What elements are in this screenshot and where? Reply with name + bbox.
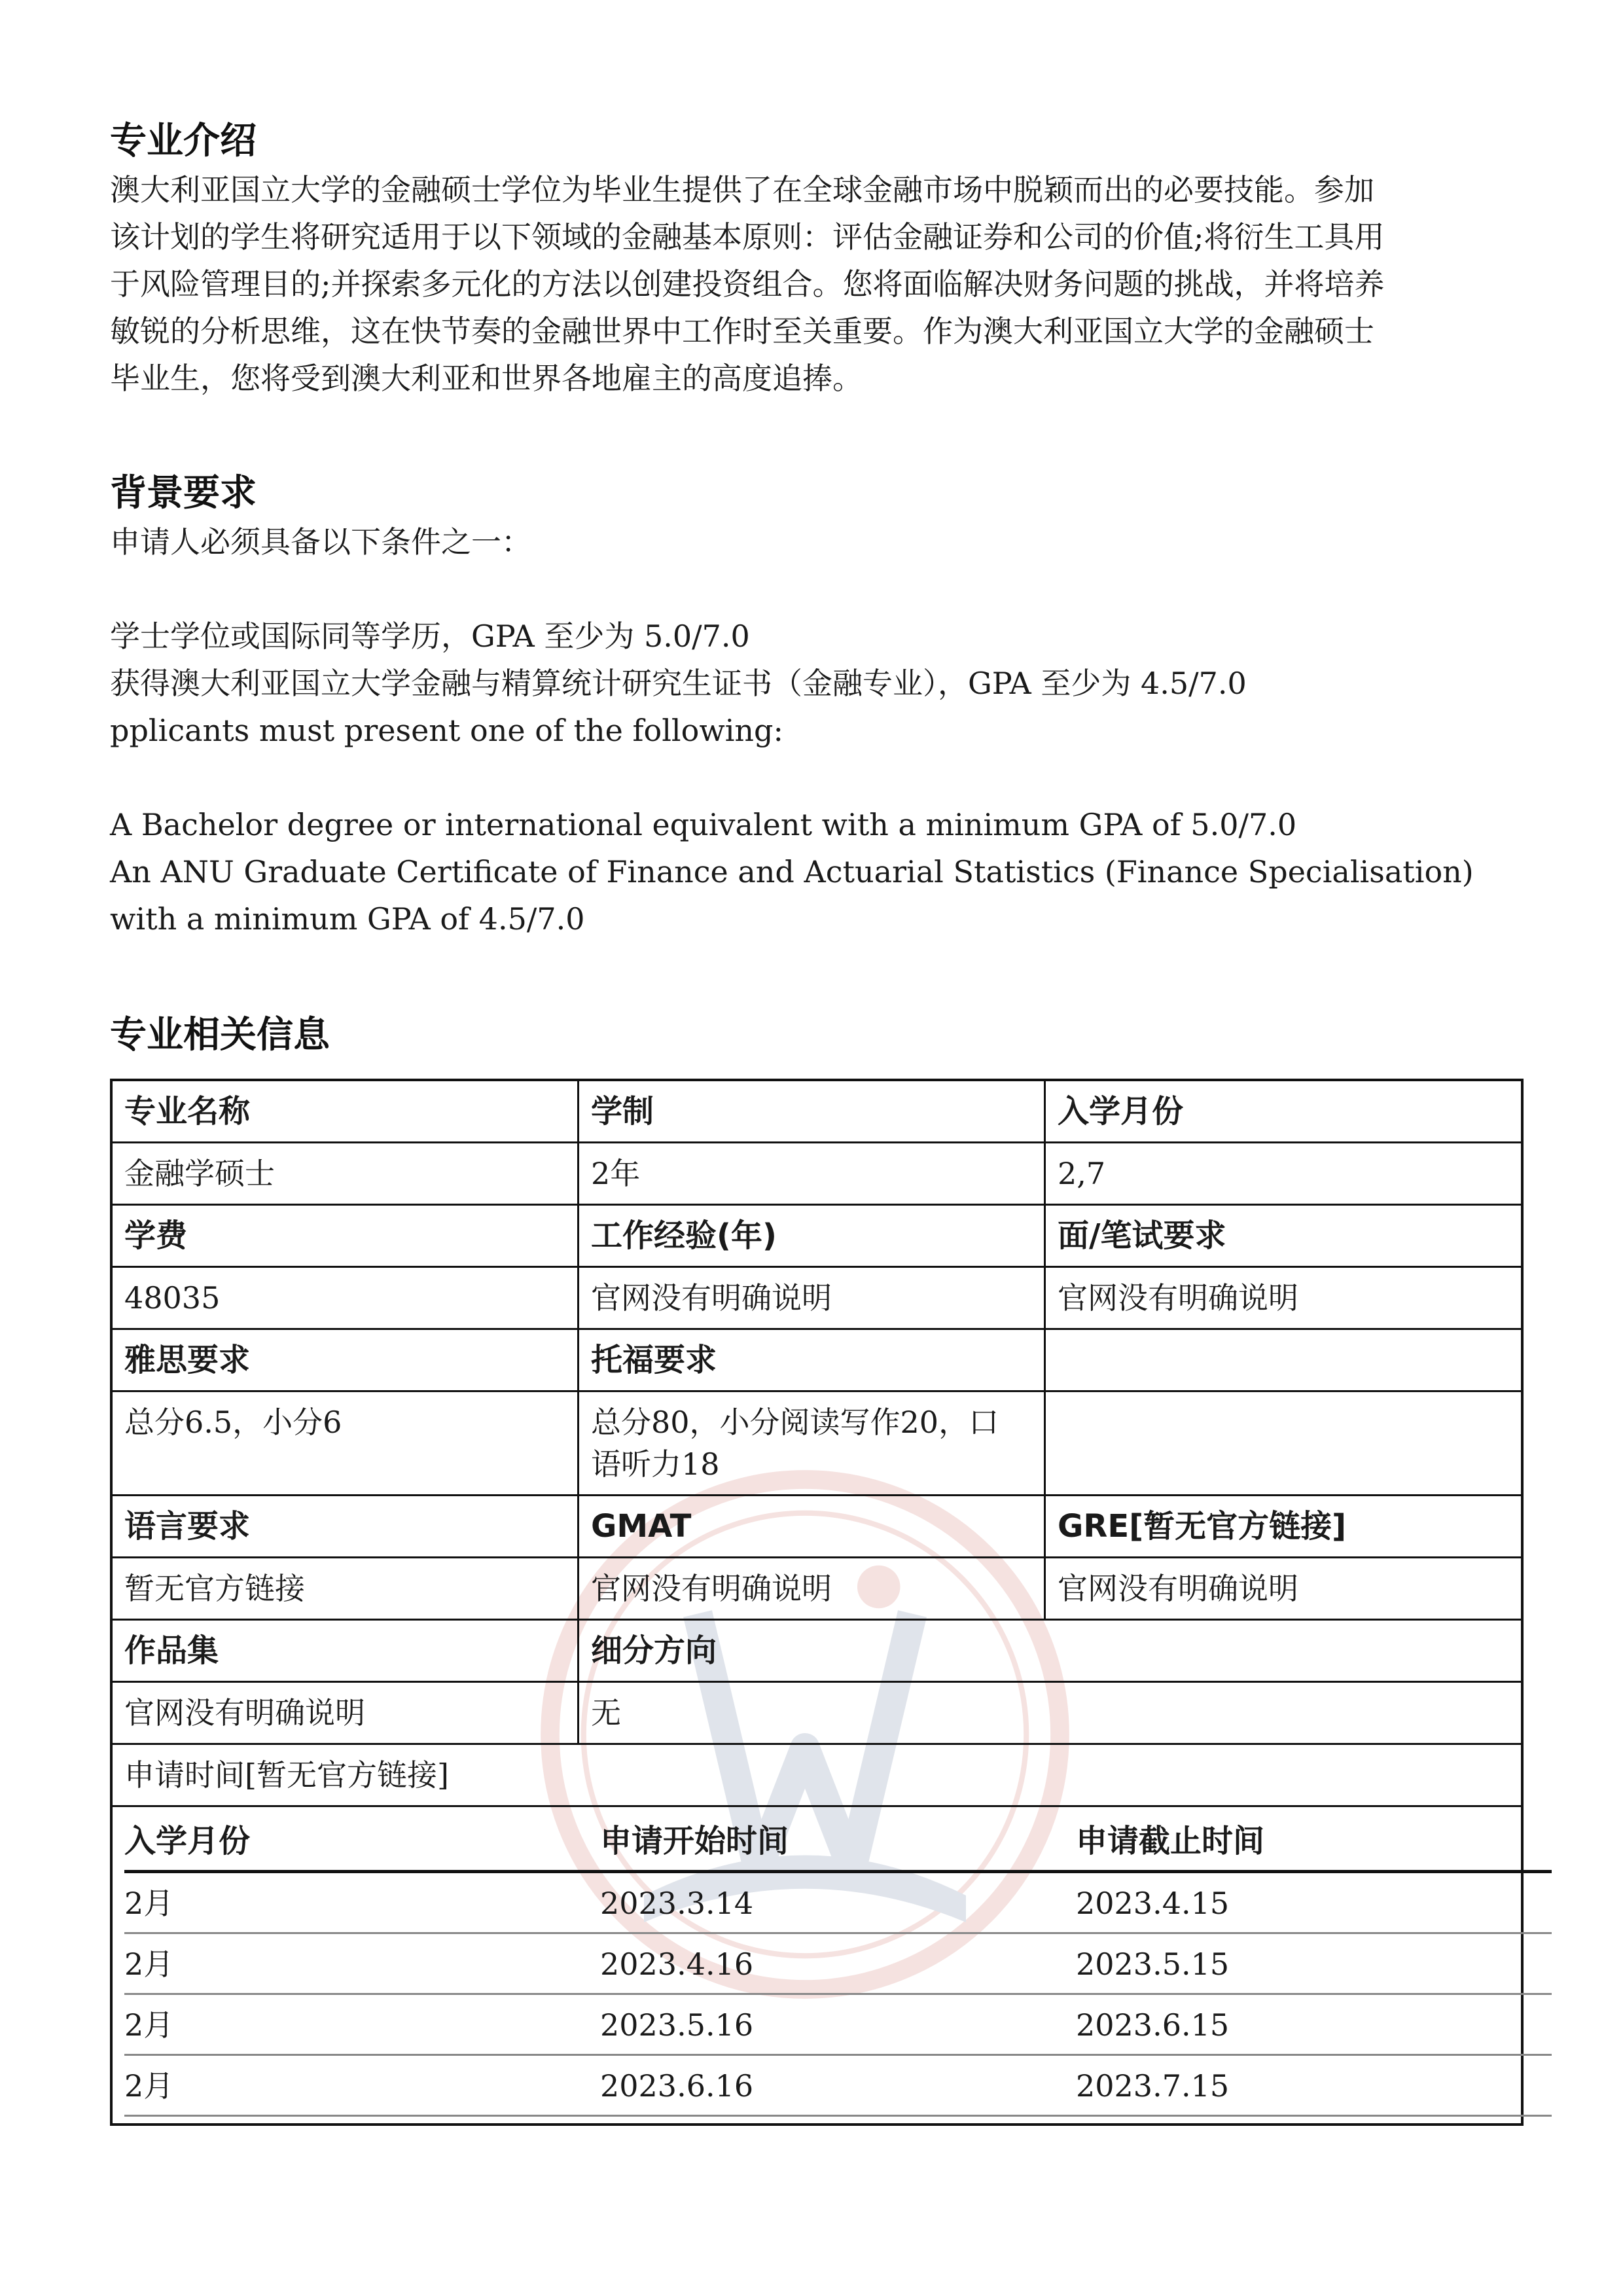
header-duration: 学制 (579, 1081, 1046, 1141)
table-row (113, 1496, 1521, 1558)
value-interview: 官网没有明确说明 (1058, 1280, 1298, 1316)
value-gre: 官网没有明确说明 (1058, 1571, 1298, 1606)
intro-heading: 专业介绍 (110, 120, 257, 162)
table-row (113, 1392, 1521, 1496)
schedule-row-item (124, 1934, 1552, 1995)
header-tuition: 学费 (113, 1206, 579, 1266)
value-specialization: 无 (591, 1695, 621, 1731)
header-language: 语言要求 (113, 1496, 579, 1556)
header-empty (1046, 1330, 1521, 1390)
table-row (113, 1268, 1521, 1330)
value-portfolio: 官网没有明确说明 (113, 1683, 579, 1743)
table-row (113, 1621, 1521, 1683)
header-gre: GRE[暂无官方链接] (1058, 1508, 1347, 1545)
intro-line: 该计划的学生将研究适用于以下领域的金融基本原则：评估金融证券和公司的价值;将衍生工具用 (110, 219, 1385, 255)
header-intake: 入学月份 (1058, 1093, 1184, 1130)
requirement-cn: 学士学位或国际同等学历，GPA 至少为 5.0/7.0 (110, 619, 750, 654)
header-program-name: 专业名称 (113, 1081, 579, 1141)
schedule-intake: 2月 (124, 1886, 174, 1921)
header-specialization: 细分方向 (591, 1632, 717, 1669)
value-empty (1046, 1392, 1521, 1494)
value-intake: 2,7 (1058, 1156, 1106, 1191)
schedule-deadline: 2023.6.15 (1076, 2007, 1230, 2043)
value-work-experience: 官网没有明确说明 (579, 1268, 1046, 1328)
requirement-en: with a minimum GPA of 4.5/7.0 (110, 901, 585, 937)
schedule-start: 2023.4.16 (600, 1946, 754, 1982)
background-heading: 背景要求 (110, 472, 257, 514)
value-toefl-line: 语听力18 (591, 1446, 720, 1482)
background-section (110, 469, 1524, 942)
table-row (113, 1081, 1521, 1143)
table-row (113, 1330, 1521, 1392)
schedule-row (113, 1807, 1521, 2123)
header-portfolio: 作品集 (113, 1621, 579, 1681)
apply-time-label: 申请时间[暂无官方链接] (124, 1757, 449, 1793)
value-duration: 2年 (579, 1143, 1046, 1204)
intro-line: 澳大利亚国立大学的金融硕士学位为毕业生提供了在全球金融市场中脱颖而出的必要技能。参加 (110, 172, 1374, 207)
table-row (113, 1206, 1521, 1268)
schedule-intake: 2月 (124, 1946, 174, 1982)
schedule-header-start: 申请开始时间 (600, 1823, 789, 1859)
value-language: 暂无官方链接 (113, 1558, 579, 1619)
value-tuition: 48035 (113, 1268, 579, 1328)
info-section (110, 1011, 1524, 1060)
schedule-intake: 2月 (124, 2007, 174, 2043)
schedule-start: 2023.3.14 (600, 1886, 754, 1921)
schedule-row-item (124, 1995, 1552, 2056)
header-interview: 面/笔试要求 (1058, 1217, 1226, 1254)
requirement-en: A Bachelor degree or international equivalent with a minimum GPA of 5.0/7.0 (110, 807, 1297, 842)
schedule-intake: 2月 (124, 2068, 174, 2104)
schedule-start: 2023.6.16 (600, 2068, 754, 2104)
schedule-row-item (124, 1873, 1552, 1934)
table-row (113, 1745, 1521, 1807)
application-schedule (113, 1807, 1563, 2123)
intro-section (110, 117, 1524, 402)
table-row (113, 1558, 1521, 1621)
schedule-header (124, 1807, 1552, 1873)
schedule-header-intake: 入学月份 (124, 1823, 251, 1859)
value-program-name: 金融学硕士 (113, 1143, 579, 1204)
info-heading: 专业相关信息 (110, 1014, 330, 1056)
program-info-table (110, 1079, 1524, 2126)
background-intro-cn: 申请人必须具备以下条件之一： (110, 524, 531, 560)
requirement-cn: 获得澳大利亚国立大学金融与精算统计研究生证书（金融专业），GPA 至少为 4.5/7.0 (110, 666, 1247, 701)
table-row (113, 1143, 1521, 1206)
requirement-en: An ANU Graduate Certificate of Finance and Actuarial Statistics (Finance Specialisation) (110, 854, 1474, 889)
value-toefl (579, 1392, 1046, 1494)
intro-line: 敏锐的分析思维，这在快节奏的金融世界中工作时至关重要。作为澳大利亚国立大学的金融硕士 (110, 314, 1374, 349)
background-intro-en: pplicants must present one of the following: (110, 713, 783, 748)
intro-line: 毕业生，您将受到澳大利亚和世界各地雇主的高度追捧。 (110, 361, 863, 396)
header-ielts: 雅思要求 (113, 1330, 579, 1390)
table-row (113, 1683, 1521, 1745)
schedule-header-deadline: 申请截止时间 (1076, 1823, 1265, 1859)
value-ielts: 总分6.5，小分6 (113, 1392, 579, 1494)
header-gmat: GMAT (579, 1496, 1046, 1556)
schedule-row-item (124, 2056, 1552, 2117)
value-toefl-line: 总分80，小分阅读写作20，口 (591, 1405, 999, 1440)
schedule-deadline: 2023.4.15 (1076, 1886, 1230, 1921)
schedule-deadline: 2023.7.15 (1076, 2068, 1230, 2104)
schedule-start: 2023.5.16 (600, 2007, 754, 2043)
intro-line: 于风险管理目的;并探索多元化的方法以创建投资组合。您将面临解决财务问题的挑战，并将培养 (110, 266, 1385, 302)
header-toefl: 托福要求 (579, 1330, 1046, 1390)
schedule-deadline: 2023.5.15 (1076, 1946, 1230, 1982)
header-work-experience: 工作经验(年) (579, 1206, 1046, 1266)
value-gmat: 官网没有明确说明 (579, 1558, 1046, 1619)
